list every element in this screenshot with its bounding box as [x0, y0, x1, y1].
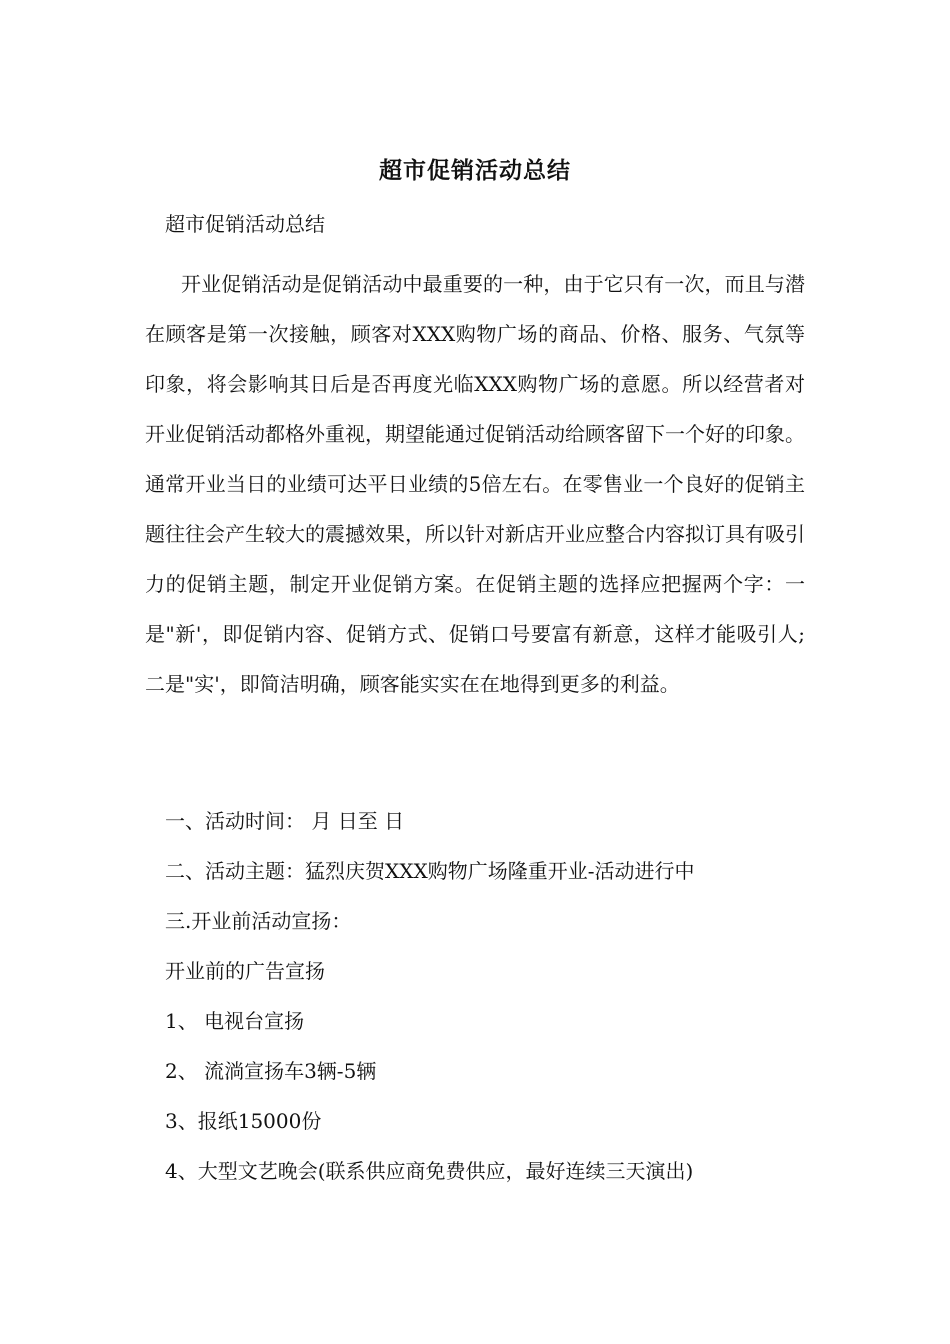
document-title: 超市促销活动总结 — [379, 157, 571, 184]
list-item: 3、报纸15000份 — [165, 1109, 322, 1133]
intro-paragraph: 开业促销活动是促销活动中最重要的一种，由于它只有一次，而且与潜在顾客是第一次接触，顾客对XXX购物广场的商品、价格、服务、气氛等印象，将会影响其日后是否再度光临XXX购物广场的意愿。所以经营者对开业促销活动都格外重视，期望能通过促销活动给顾客留下一个好的印象。通常开业当日的业绩可达平日业绩的5倍左右。在零售业一个良好的促销主题往往会产生较大的震撼效果，所以针对新店开业应整合内容拟订具有吸引力的促销主题，制定开业促销方案。在促销主题的选择应把握两个字：一是"新'，即促销内容、促销方式、促销口号要富有新意，这样才能吸引人;二是"实'，即简洁明确，顾客能实实在在地得到更多的利益。 — [145, 272, 805, 696]
list-item: 4、大型文艺晚会(联系供应商免费供应，最好连续三天演出) — [165, 1159, 694, 1183]
pre-opening-promotion-heading: 三.开业前活动宣扬： — [165, 909, 352, 933]
activity-time: 一、活动时间： 月 日至 日 — [165, 809, 405, 833]
pre-opening-ads-heading: 开业前的广告宣扬 — [165, 959, 325, 983]
list-item: 2、 流淌宣扬车3辆-5辆 — [165, 1059, 377, 1083]
activity-theme: 二、活动主题：猛烈庆贺XXX购物广场隆重开业-活动进行中 — [165, 859, 695, 883]
list-item: 1、 电视台宣扬 — [165, 1009, 305, 1033]
document-subtitle: 超市促销活动总结 — [165, 212, 325, 236]
